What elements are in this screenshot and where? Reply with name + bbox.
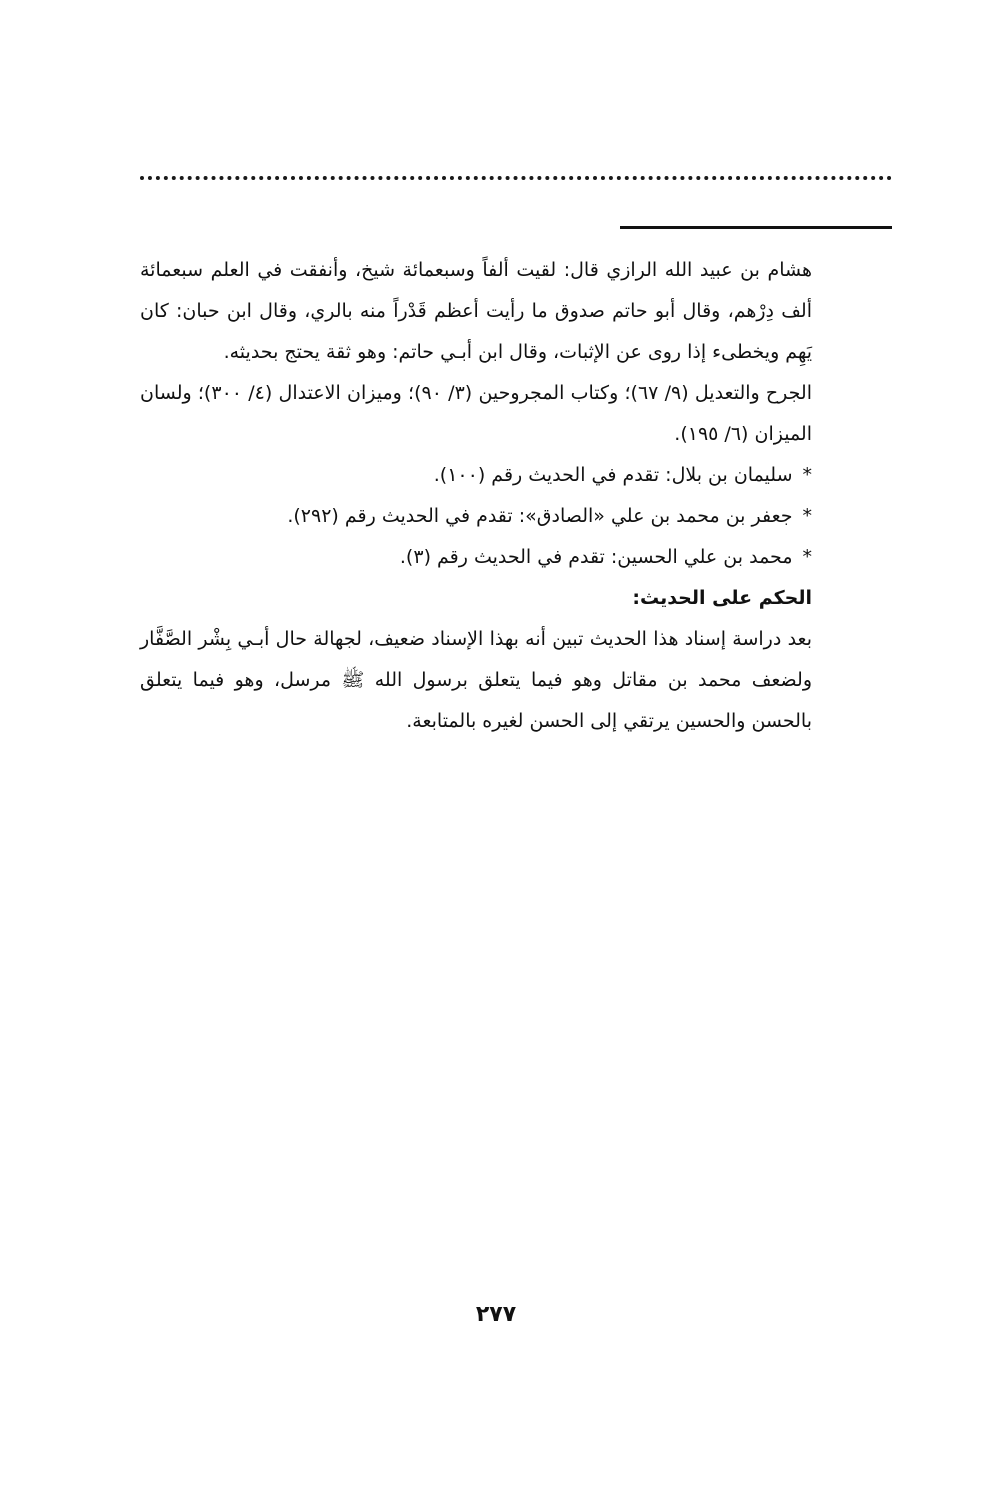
asterisk-bullet-icon: *	[802, 505, 812, 527]
list-item-text: سليمان بن بلال: تقدم في الحديث رقم (١٠٠).	[433, 464, 793, 486]
ruling-paragraph: بعد دراسة إسناد هذا الحديث تبين أنه بهذا الإسناد ضعيف، لجهالة حال أبـي بِشْر الصَّفَّار ولضعف محمد بن مقاتل وهو فيما يتعلق برسول الله ﷺ مرسل، وهو فيما يتعلق بالحسن والحسين يرتقي إلى الحسن لغيره بالمتابعة.	[140, 628, 812, 732]
ruling-heading: الحكم على الحديث:	[632, 587, 812, 609]
list-item-text: جعفر بن محمد بن علي «الصادق»: تقدم في الحديث رقم (٢٩٢).	[287, 505, 793, 527]
list-item	[140, 455, 812, 496]
dotted-separator	[140, 176, 892, 180]
asterisk-bullet-icon: *	[802, 546, 812, 568]
footnote-rule	[620, 226, 892, 229]
narrator-bio-paragraph: هشام بن عبيد الله الرازي قال: لقيت ألفاً وسبعمائة شيخ، وأنفقت في العلم سبعمائة ألف دِرْهم، وقال أبو حاتم صدوق ما رأيت أعظم قَدْراً منه بالري، وقال ابن حبان: كان يَهِم ويخطىء إذا روى عن الإثبات، وقال ابن أبـي حاتم: وهو ثقة يحتج بحديثه.	[140, 259, 812, 363]
asterisk-bullet-icon: *	[802, 464, 812, 486]
references-paragraph: الجرح والتعديل (٩/ ٦٧)؛ وكتاب المجروحين (٣/ ٩٠)؛ وميزان الاعتدال (٤/ ٣٠٠)؛ ولسان الميزان (٦/ ١٩٥).	[140, 382, 813, 445]
page-number: ٢٧٧	[475, 1302, 517, 1327]
list-item	[140, 537, 812, 578]
page-body	[140, 250, 812, 742]
list-item-text: محمد بن علي الحسين: تقدم في الحديث رقم (٣).	[399, 546, 793, 568]
list-item	[140, 496, 812, 537]
